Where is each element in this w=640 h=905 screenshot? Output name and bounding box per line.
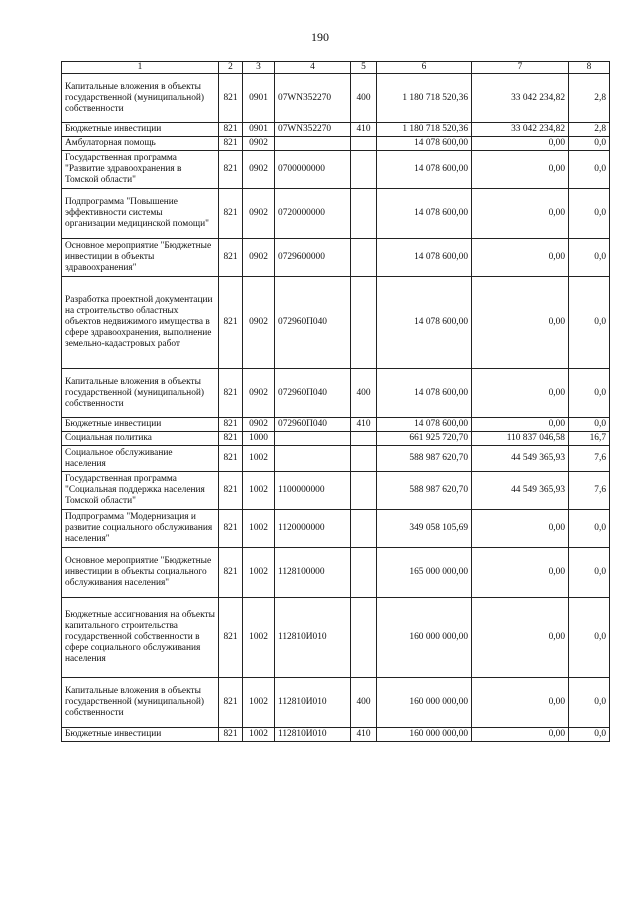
- table-cell-c2: 821: [219, 418, 243, 432]
- table-cell-c6: 160 000 000,00: [377, 678, 472, 728]
- table-cell-c2: 821: [219, 189, 243, 239]
- table-cell-c7: 0,00: [472, 137, 569, 151]
- column-header: 3: [243, 62, 275, 74]
- table-cell-c2: 821: [219, 151, 243, 189]
- table-cell-c5: [351, 510, 377, 548]
- table-cell-c6: 160 000 000,00: [377, 598, 472, 678]
- table-cell-name: Подпрограмма "Повышение эффективности системы организации медицинской помощи": [62, 189, 219, 239]
- table-cell-c5: [351, 137, 377, 151]
- table-cell-c6: 14 078 600,00: [377, 239, 472, 277]
- table-cell-c4: 1128100000: [275, 548, 351, 598]
- table-cell-c3: 0902: [243, 189, 275, 239]
- column-header: 1: [62, 62, 219, 74]
- table-cell-c5: [351, 446, 377, 472]
- table-cell-name: Капитальные вложения в объекты государственной (муниципальной) собственности: [62, 74, 219, 123]
- table-cell-c7: 33 042 234,82: [472, 123, 569, 137]
- table-cell-c7: 44 549 365,93: [472, 446, 569, 472]
- table-cell-c8: 0,0: [569, 598, 610, 678]
- column-header: 5: [351, 62, 377, 74]
- table-cell-c2: 821: [219, 446, 243, 472]
- table-cell-c2: 821: [219, 239, 243, 277]
- table-cell-c3: 1002: [243, 598, 275, 678]
- table-cell-c5: [351, 472, 377, 510]
- table-cell-c4: 07WN352270: [275, 74, 351, 123]
- table-cell-c6: 349 058 105,69: [377, 510, 472, 548]
- table-cell-c6: 165 000 000,00: [377, 548, 472, 598]
- table-cell-c6: 1 180 718 520,36: [377, 123, 472, 137]
- table-cell-c7: 110 837 046,58: [472, 432, 569, 446]
- table-cell-c4: 072960П040: [275, 418, 351, 432]
- table-cell-name: Бюджетные инвестиции: [62, 728, 219, 742]
- column-header: 8: [569, 62, 610, 74]
- table-row: [62, 432, 610, 446]
- table-row: [62, 472, 610, 510]
- table-cell-c5: [351, 432, 377, 446]
- table-cell-c8: 0,0: [569, 369, 610, 418]
- table-cell-c5: [351, 277, 377, 369]
- table-cell-name: Разработка проектной документации на строительство областных объектов недвижимого имущества в сфере здравоохранения, выполнение земельно-кадастровых работ: [62, 277, 219, 369]
- table-cell-c6: 14 078 600,00: [377, 418, 472, 432]
- table-cell-name: Подпрограмма "Модернизация и развитие социального обслуживания населения": [62, 510, 219, 548]
- table-row: [62, 369, 610, 418]
- table-row: [62, 598, 610, 678]
- table-cell-c5: [351, 151, 377, 189]
- column-header: 2: [219, 62, 243, 74]
- table-cell-c8: 0,0: [569, 548, 610, 598]
- table-cell-c2: 821: [219, 472, 243, 510]
- table-cell-name: Основное мероприятие "Бюджетные инвестиции в объекты здравоохранения": [62, 239, 219, 277]
- table-cell-c3: 1002: [243, 510, 275, 548]
- table-cell-name: Бюджетные ассигнования на объекты капитального строительства государственной собственности в сфере социального обслуживания населения: [62, 598, 219, 678]
- table-cell-name: Государственная программа "Социальная поддержка населения Томской области": [62, 472, 219, 510]
- table-cell-c3: 0902: [243, 418, 275, 432]
- table-cell-c2: 821: [219, 137, 243, 151]
- table-cell-c5: [351, 598, 377, 678]
- table-cell-c7: 33 042 234,82: [472, 74, 569, 123]
- table-cell-c4: 112810И010: [275, 598, 351, 678]
- table-cell-c5: 410: [351, 123, 377, 137]
- table-cell-c4: 0720000000: [275, 189, 351, 239]
- table-cell-c6: 14 078 600,00: [377, 151, 472, 189]
- table-cell-c6: 14 078 600,00: [377, 137, 472, 151]
- table-cell-c5: [351, 548, 377, 598]
- table-cell-c8: 0,0: [569, 678, 610, 728]
- table-cell-name: Бюджетные инвестиции: [62, 123, 219, 137]
- table-cell-c4: 0729600000: [275, 239, 351, 277]
- table-cell-c6: 661 925 720,70: [377, 432, 472, 446]
- table-cell-c7: 0,00: [472, 510, 569, 548]
- table-cell-c2: 821: [219, 123, 243, 137]
- table-cell-c8: 0,0: [569, 277, 610, 369]
- table-cell-c3: 0902: [243, 239, 275, 277]
- table-cell-c3: 0901: [243, 74, 275, 123]
- table-cell-c5: 400: [351, 678, 377, 728]
- table-cell-c4: 112810И010: [275, 728, 351, 742]
- table-row: [62, 418, 610, 432]
- table-cell-c2: 821: [219, 728, 243, 742]
- table-cell-name: Социальная политика: [62, 432, 219, 446]
- table-cell-c7: 0,00: [472, 548, 569, 598]
- table-cell-c7: 0,00: [472, 189, 569, 239]
- table-cell-c8: 7,6: [569, 472, 610, 510]
- table-cell-c3: 1002: [243, 678, 275, 728]
- table-cell-name: Капитальные вложения в объекты государственной (муниципальной) собственности: [62, 369, 219, 418]
- table-cell-c7: 0,00: [472, 239, 569, 277]
- table-row: [62, 239, 610, 277]
- table-row: [62, 446, 610, 472]
- table-cell-c2: 821: [219, 598, 243, 678]
- table-cell-c3: 0902: [243, 137, 275, 151]
- budget-table: [61, 61, 610, 742]
- column-header: 6: [377, 62, 472, 74]
- table-cell-c3: 0902: [243, 369, 275, 418]
- table-cell-c3: 1002: [243, 472, 275, 510]
- table-cell-c4: 1100000000: [275, 472, 351, 510]
- table-cell-c2: 821: [219, 678, 243, 728]
- column-header: 4: [275, 62, 351, 74]
- table-cell-c2: 821: [219, 369, 243, 418]
- table-cell-c8: 16,7: [569, 432, 610, 446]
- table-cell-c4: [275, 446, 351, 472]
- table-cell-c5: 400: [351, 369, 377, 418]
- table-cell-c5: [351, 189, 377, 239]
- table-row: [62, 123, 610, 137]
- table-cell-c3: 0901: [243, 123, 275, 137]
- table-cell-c3: 1002: [243, 728, 275, 742]
- table-cell-c5: [351, 239, 377, 277]
- table-cell-c7: 0,00: [472, 598, 569, 678]
- table-cell-c7: 0,00: [472, 151, 569, 189]
- table-cell-c4: 112810И010: [275, 678, 351, 728]
- column-header: 7: [472, 62, 569, 74]
- table-cell-c7: 0,00: [472, 678, 569, 728]
- table-cell-c4: 072960П040: [275, 369, 351, 418]
- table-cell-c4: [275, 432, 351, 446]
- page-number: 190: [311, 30, 329, 44]
- table-cell-c8: 2,8: [569, 74, 610, 123]
- table-row: [62, 277, 610, 369]
- table-cell-c2: 821: [219, 548, 243, 598]
- table-cell-c6: 14 078 600,00: [377, 189, 472, 239]
- table-row: [62, 728, 610, 742]
- table-row: [62, 151, 610, 189]
- table-cell-name: Бюджетные инвестиции: [62, 418, 219, 432]
- table-cell-c2: 821: [219, 432, 243, 446]
- table-cell-c5: 400: [351, 74, 377, 123]
- table-cell-c8: 0,0: [569, 510, 610, 548]
- table-row: [62, 137, 610, 151]
- table-cell-c4: 072960П040: [275, 277, 351, 369]
- table-cell-c6: 588 987 620,70: [377, 446, 472, 472]
- table-row: [62, 74, 610, 123]
- table-cell-c5: 410: [351, 728, 377, 742]
- table-cell-c8: 2,8: [569, 123, 610, 137]
- table-cell-c6: 14 078 600,00: [377, 277, 472, 369]
- table-cell-c3: 1000: [243, 432, 275, 446]
- table-cell-c4: [275, 137, 351, 151]
- table-cell-c8: 0,0: [569, 151, 610, 189]
- table-cell-c8: 0,0: [569, 189, 610, 239]
- table-row: [62, 510, 610, 548]
- table-cell-c3: 0902: [243, 151, 275, 189]
- table-cell-c6: 1 180 718 520,36: [377, 74, 472, 123]
- table-cell-c3: 0902: [243, 277, 275, 369]
- table-cell-c8: 0,0: [569, 728, 610, 742]
- table-cell-c7: 0,00: [472, 728, 569, 742]
- table-cell-c7: 44 549 365,93: [472, 472, 569, 510]
- table-cell-c7: 0,00: [472, 369, 569, 418]
- table-cell-c7: 0,00: [472, 277, 569, 369]
- header-row: [62, 62, 610, 74]
- table-cell-name: Капитальные вложения в объекты государственной (муниципальной) собственности: [62, 678, 219, 728]
- table-cell-c4: 0700000000: [275, 151, 351, 189]
- table-cell-c2: 821: [219, 510, 243, 548]
- table-cell-c3: 1002: [243, 446, 275, 472]
- table-cell-c3: 1002: [243, 548, 275, 598]
- table-cell-c8: 0,0: [569, 418, 610, 432]
- table-cell-c8: 0,0: [569, 137, 610, 151]
- table-row: [62, 189, 610, 239]
- table-cell-name: Основное мероприятие "Бюджетные инвестиции в объекты социального обслуживания населения": [62, 548, 219, 598]
- table-cell-c4: 07WN352270: [275, 123, 351, 137]
- table-row: [62, 548, 610, 598]
- table-cell-name: Социальное обслуживание населения: [62, 446, 219, 472]
- table-cell-c6: 160 000 000,00: [377, 728, 472, 742]
- table-cell-c7: 0,00: [472, 418, 569, 432]
- table-cell-c6: 14 078 600,00: [377, 369, 472, 418]
- table-cell-name: Амбулаторная помощь: [62, 137, 219, 151]
- table-cell-c6: 588 987 620,70: [377, 472, 472, 510]
- table-cell-c8: 7,6: [569, 446, 610, 472]
- table-cell-c5: 410: [351, 418, 377, 432]
- table-cell-c2: 821: [219, 74, 243, 123]
- table-cell-c2: 821: [219, 277, 243, 369]
- table-cell-name: Государственная программа "Развитие здравоохранения в Томской области": [62, 151, 219, 189]
- table-cell-c4: 1120000000: [275, 510, 351, 548]
- table-row: [62, 678, 610, 728]
- table-cell-c8: 0,0: [569, 239, 610, 277]
